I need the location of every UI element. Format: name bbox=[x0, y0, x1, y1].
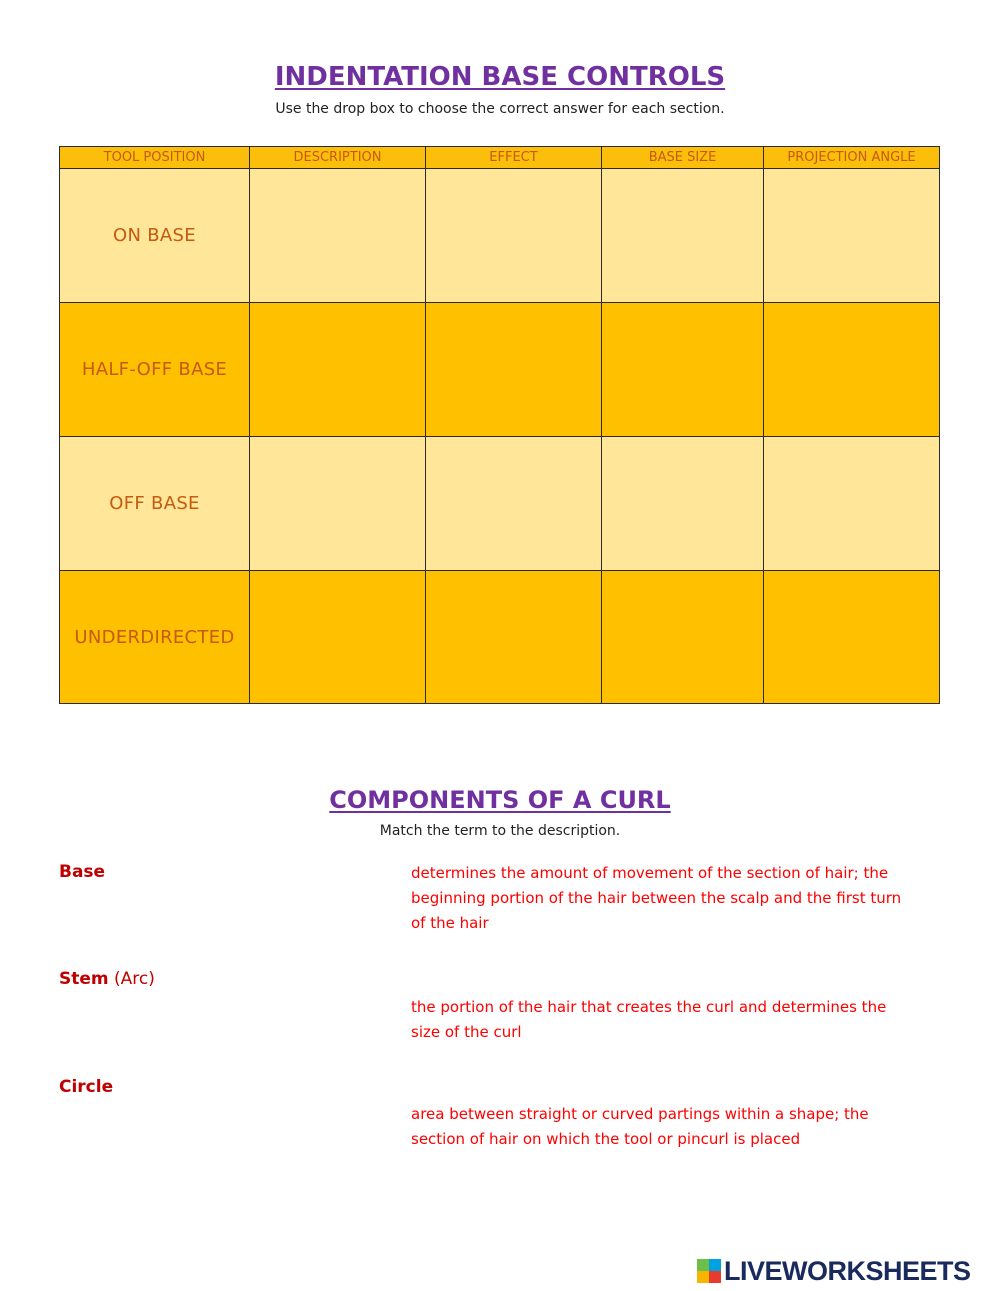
answer-cell-description[interactable] bbox=[250, 571, 426, 704]
match-instructions: Match the term to the description. bbox=[379, 823, 621, 839]
term-circle[interactable] bbox=[59, 1077, 113, 1097]
header-projection-angle: PROJECTION ANGLE bbox=[764, 147, 940, 169]
answer-cell-base-size[interactable] bbox=[602, 303, 764, 437]
term-suffix: (Arc) bbox=[108, 969, 155, 989]
liveworksheets-logo bbox=[697, 1256, 971, 1286]
answer-cell-effect[interactable] bbox=[426, 303, 602, 437]
answer-cell-description[interactable] bbox=[250, 437, 426, 571]
term-label: Circle bbox=[59, 1077, 114, 1097]
answer-cell-effect[interactable] bbox=[426, 571, 602, 704]
instructions: Use the drop box to choose the correct answer for each section. bbox=[275, 101, 725, 117]
header-description: DESCRIPTION bbox=[250, 147, 426, 169]
term-label: Stem bbox=[59, 969, 109, 989]
answer-cell-effect[interactable] bbox=[426, 169, 602, 303]
table-row bbox=[60, 303, 940, 437]
row-label-underdirected: UNDERDIRECTED bbox=[60, 571, 250, 704]
table-row bbox=[60, 571, 940, 704]
answer-cell-base-size[interactable] bbox=[602, 169, 764, 303]
term-base[interactable] bbox=[59, 862, 105, 882]
answer-cell-base-size[interactable] bbox=[602, 437, 764, 571]
base-controls-table bbox=[59, 146, 940, 704]
answer-cell-projection-angle[interactable] bbox=[764, 303, 940, 437]
answer-cell-effect[interactable] bbox=[426, 437, 602, 571]
term-stem[interactable] bbox=[59, 969, 155, 989]
table-header-row bbox=[60, 147, 940, 169]
table-row bbox=[60, 437, 940, 571]
header-effect: EFFECT bbox=[426, 147, 602, 169]
description-1[interactable]: determines the amount of movement of the section of hair; the beginning portion of the hair between the scalp and the first turn of the hair bbox=[411, 864, 902, 932]
row-label-on-base: ON BASE bbox=[60, 169, 250, 303]
header-base-size: BASE SIZE bbox=[602, 147, 764, 169]
answer-cell-description[interactable] bbox=[250, 303, 426, 437]
logo-text: LIVEWORKSHEETS bbox=[724, 1255, 971, 1286]
row-label-off-base: OFF BASE bbox=[60, 437, 250, 571]
row-label-half-off-base: HALF-OFF BASE bbox=[60, 303, 250, 437]
answer-cell-description[interactable] bbox=[250, 169, 426, 303]
description-2[interactable]: the portion of the hair that creates the curl and determines the size of the curl bbox=[411, 998, 887, 1041]
answer-cell-base-size[interactable] bbox=[602, 571, 764, 704]
term-label: Base bbox=[59, 862, 106, 882]
section-title-curl: COMPONENTS OF A CURL bbox=[329, 786, 671, 814]
table-row bbox=[60, 169, 940, 303]
answer-cell-projection-angle[interactable] bbox=[764, 571, 940, 704]
header-tool-position: TOOL POSITION bbox=[60, 147, 250, 169]
logo-mark-icon bbox=[697, 1259, 721, 1283]
page-title: INDENTATION BASE CONTROLS bbox=[274, 62, 726, 92]
answer-cell-projection-angle[interactable] bbox=[764, 437, 940, 571]
answer-cell-projection-angle[interactable] bbox=[764, 169, 940, 303]
description-3[interactable]: area between straight or curved partings within a shape; the section of hair on which the tool or pincurl is placed bbox=[411, 1105, 869, 1148]
